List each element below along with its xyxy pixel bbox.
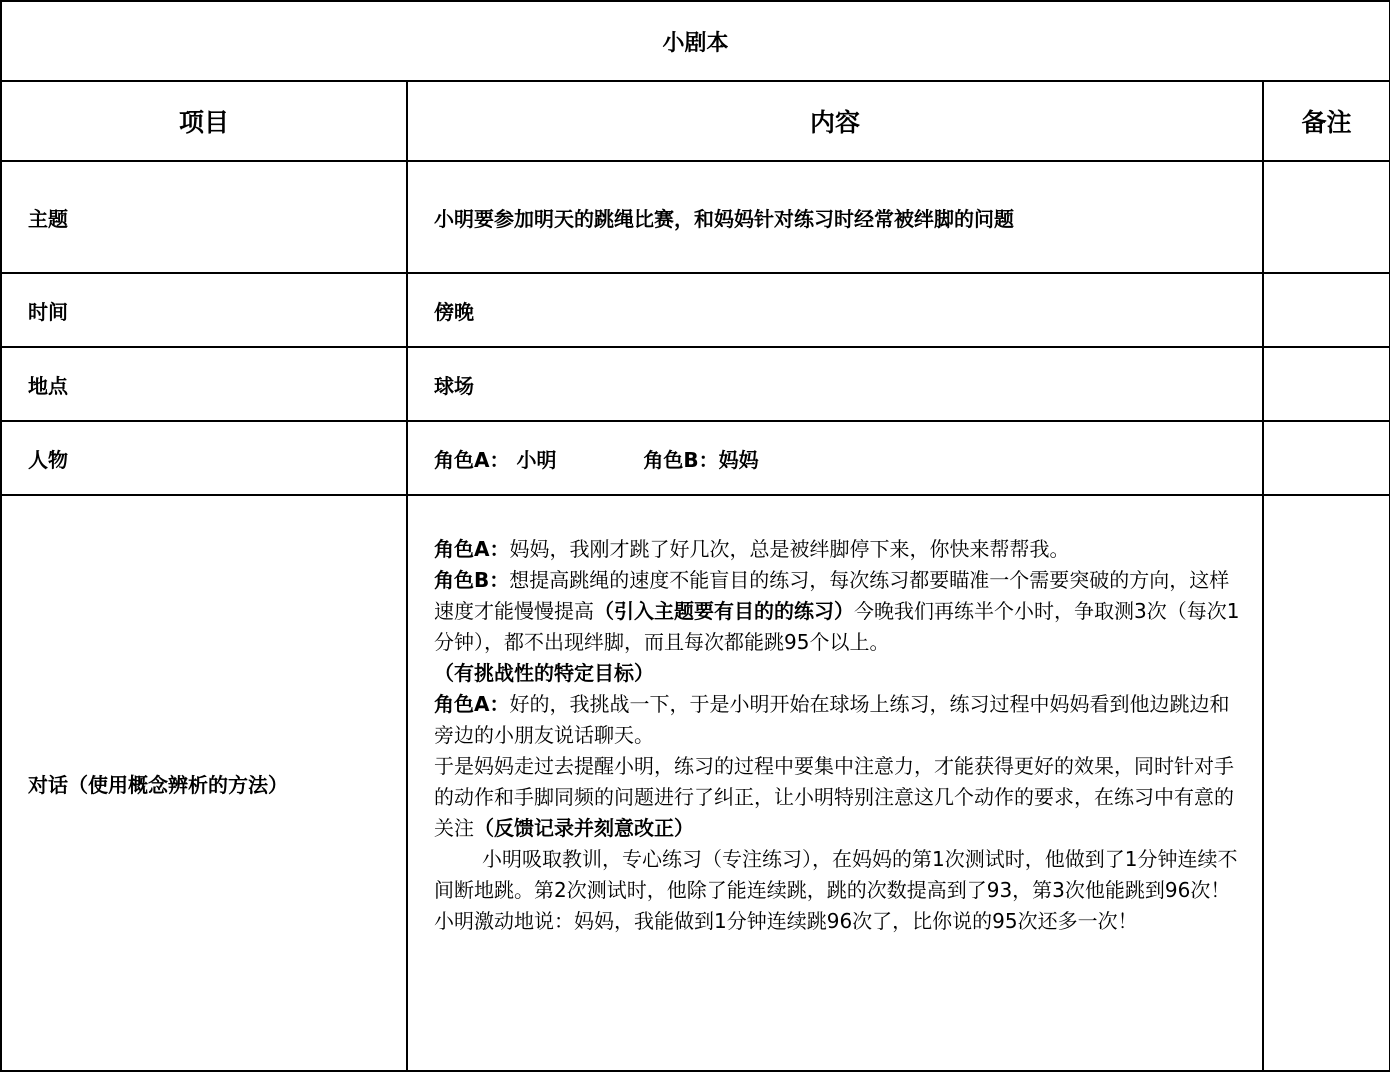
role-a-name: 小明 [516,447,557,472]
dialogue-label: 对话（使用概念辨析的方法） [1,495,407,1071]
line6-paragraph: 小明吸取教训，专心练习（专注练习），在妈妈的第1次测试时，他做到了1分钟连续不间断地跳。第2次测试时，他除了能连续跳，跳的次数提高到了93，第3次他能跳到96次！小明激动地说：妈妈，我能做到1分钟连续跳96次了，比你说的95次还多一次！ [434,847,1238,933]
line4-speaker: 角色A： [434,692,510,716]
header-note: 备注 [1263,81,1390,161]
theme-note [1263,161,1390,273]
characters-label: 人物 [1,421,407,495]
role-a-label: 角色A： [434,447,510,472]
table-row-time [1,273,1390,347]
theme-value: 小明要参加明天的跳绳比赛，和妈妈针对练习时经常被绊脚的问题 [407,161,1263,273]
line2-text-a: 想提高跳绳的速度不能盲目的练习，每次练习都要瞄准一个需要突破的方向，这样速度才能慢慢提高 [434,568,1230,623]
table-title: 小剧本 [1,1,1390,81]
line5-bold: （反馈记录并刻意改正） [474,816,694,840]
table-row-characters [1,421,1390,495]
place-note [1263,347,1390,421]
characters-value [407,421,1263,495]
role-b-label: 角色B： [643,447,719,472]
line1-speaker: 角色A： [434,537,510,561]
time-value: 傍晚 [407,273,1263,347]
line3-bold: （有挑战性的特定目标） [434,661,654,685]
line4-text: 好的，我挑战一下，于是小明开始在球场上练习，练习过程中妈妈看到他边跳边和旁边的小朋友说话聊天。 [434,692,1230,747]
line2-text-b: 今晚我们再练半个小时，争取测3次（每次1分钟），都不出现绊脚，而且每次都能跳95个以上。 [434,599,1240,654]
table-row-theme [1,161,1390,273]
header-content: 内容 [407,81,1263,161]
place-label: 地点 [1,347,407,421]
characters-note [1263,421,1390,495]
dialogue-content [407,495,1263,1071]
line1-text: 妈妈，我刚才跳了好几次，总是被绊脚停下来，你快来帮帮我。 [509,537,1070,561]
theme-label: 主题 [1,161,407,273]
table-row-place [1,347,1390,421]
line2-bold: （引入主题要有目的的练习） [594,599,854,623]
time-label: 时间 [1,273,407,347]
table-row-dialogue [1,495,1390,1071]
time-note [1263,273,1390,347]
dialogue-note [1263,495,1390,1071]
line2-speaker: 角色B： [434,568,510,592]
header-item: 项目 [1,81,407,161]
line5-text: 于是妈妈走过去提醒小明，练习的过程中要集中注意力，才能获得更好的效果，同时针对手的动作和手脚同频的问题进行了纠正，让小明特别注意这几个动作的要求，在练习中有意的关注 [434,754,1234,840]
role-b-name: 妈妈 [718,447,759,472]
place-value: 球场 [407,347,1263,421]
